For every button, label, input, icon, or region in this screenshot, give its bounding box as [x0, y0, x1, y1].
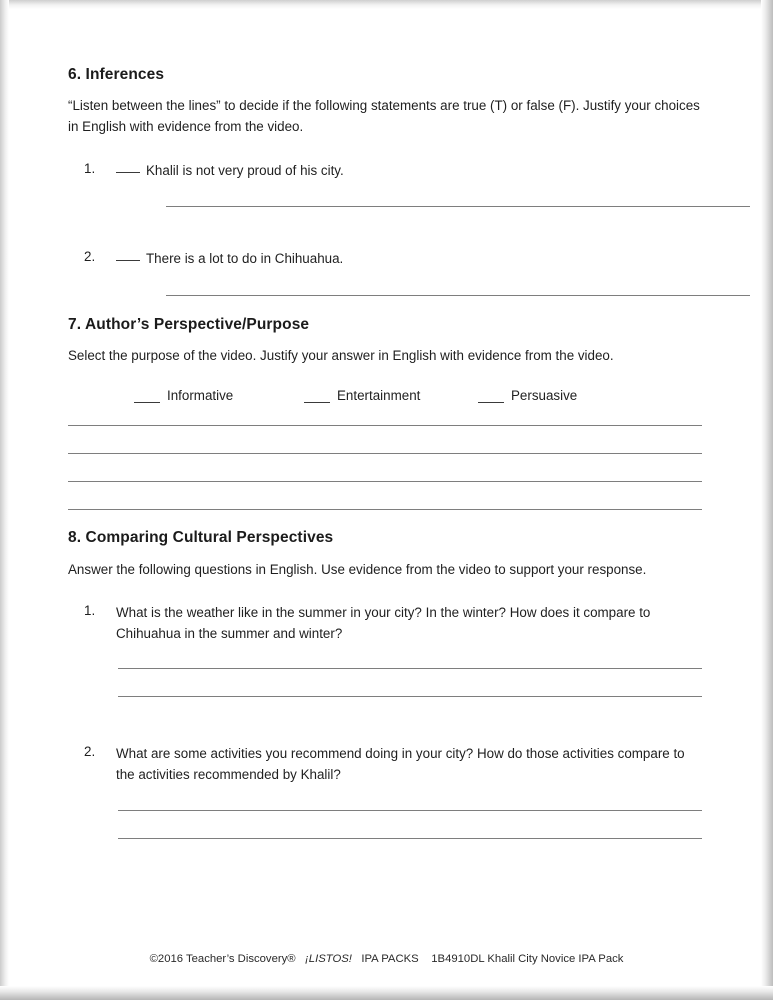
- section-instructions-8: Answer the following questions in English. Use evidence from the video to support your response.: [68, 562, 647, 577]
- write-in-line[interactable]: [68, 509, 702, 510]
- question-list-6: [68, 161, 702, 297]
- answer-blank[interactable]: [116, 172, 140, 173]
- section-inferences: [68, 66, 702, 296]
- write-in-line[interactable]: [118, 696, 702, 697]
- question-text: What is the weather like in the summer in your city? In the winter? How does it compare to Chihuahua in the summer and winter?: [116, 604, 651, 641]
- choice-entertainment[interactable]: [304, 388, 478, 403]
- write-in-line[interactable]: [68, 425, 702, 426]
- footer-code: 1B4910DL Khalil City Novice IPA Pack: [431, 953, 624, 965]
- choice-label: Entertainment: [337, 387, 421, 403]
- section-comparing-cultural-perspectives: [68, 529, 702, 839]
- list-item: [68, 744, 702, 839]
- list-item: [68, 249, 702, 296]
- section-author-perspective: [68, 316, 702, 510]
- footer-brand: ¡LISTOS!: [305, 953, 352, 965]
- write-in-line[interactable]: [118, 668, 702, 669]
- list-item: [68, 603, 702, 698]
- section-title-7: 7. Author’s Perspective/Purpose: [68, 316, 310, 333]
- section-title-6: 6. Inferences: [68, 66, 165, 83]
- section-instructions-6: “Listen between the lines” to decide if the following statements are true (T) or false (F). Justify your choices in English with evidence from the video.: [68, 98, 700, 134]
- write-in-line[interactable]: [118, 810, 702, 811]
- question-number: 2.: [84, 744, 96, 760]
- answer-blank[interactable]: [478, 402, 504, 403]
- write-in-line[interactable]: [166, 295, 750, 296]
- list-item: [68, 161, 702, 208]
- write-in-line[interactable]: [68, 453, 702, 454]
- choice-label: Persuasive: [511, 387, 578, 403]
- write-in-line[interactable]: [166, 206, 750, 207]
- answer-blank[interactable]: [134, 402, 160, 403]
- footer-copyright: ©2016 Teacher’s Discovery®: [149, 953, 296, 965]
- question-text: What are some activities you recommend doing in your city? How do those activities compare to the activities recommended by Khalil?: [116, 746, 685, 783]
- purpose-choices: [134, 388, 702, 403]
- page-footer: [0, 953, 773, 965]
- question-text: There is a lot to do in Chihuahua.: [116, 251, 343, 266]
- section-instructions-7: Select the purpose of the video. Justify your answer in English with evidence from the video.: [68, 348, 614, 363]
- write-in-line[interactable]: [68, 481, 702, 482]
- section-title-8: 8. Comparing Cultural Perspectives: [68, 529, 334, 546]
- choice-label: Informative: [167, 387, 234, 403]
- footer-pack: IPA PACKS: [361, 953, 419, 965]
- question-number: 1.: [84, 160, 96, 176]
- question-text: Khalil is not very proud of his city.: [116, 163, 344, 178]
- question-number: 2.: [84, 249, 96, 265]
- choice-informative[interactable]: [134, 388, 304, 403]
- question-number: 1.: [84, 602, 96, 618]
- question-list-8: [68, 603, 702, 839]
- write-in-line[interactable]: [118, 838, 702, 839]
- answer-blank[interactable]: [116, 260, 140, 261]
- answer-blank[interactable]: [304, 402, 330, 403]
- choice-persuasive[interactable]: [478, 388, 577, 403]
